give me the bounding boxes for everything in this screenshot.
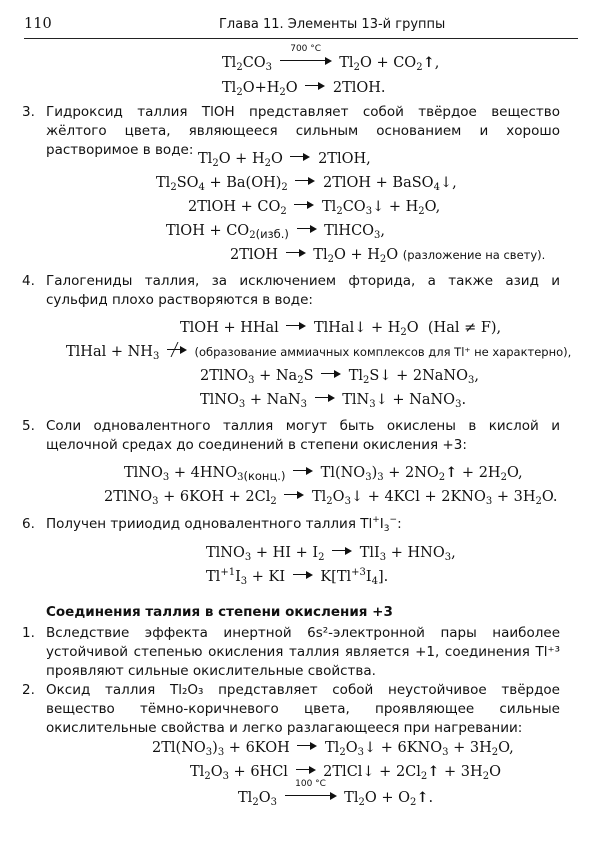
equation: $Tl_2O_3$ 100 °C $Tl_2O$ + $O_2↑$. — [238, 779, 434, 808]
equation: $Tl_2O+H_2O$ 2TlOH. — [222, 80, 386, 98]
list-item: 1. Вследствие эффекта инертной 6s²-электронной пары наиболее устойчивой степенью окисления таллия является +1, соединения Tl⁺³ проявляют сильные окислительные свойства. — [22, 625, 560, 679]
equation: $Tl_2SO_4 + Ba(OH)_2$ 2TlOH + BaSO$_4$↓, — [156, 175, 457, 193]
equation: TlOH + HHal TlHal↓ + $H_2O$ (Hal ≠ F), — [180, 320, 502, 338]
equation: $Tl^{+1}I_3$ + KI $K[Tl^{+3}I_4]$. — [206, 567, 389, 587]
equation: $Tl_2CO_3$ 700 °C $Tl_2O$ + $CO_2↑$, — [222, 44, 440, 73]
note: (образование аммиачных комплексов для Tl⁺ не характерно), — [194, 345, 572, 359]
equation: TlNO$_3$ + HI + $I_2$ $TlI_3 + HNO_3$, — [206, 545, 456, 563]
equation: $2Tl(NO_3)_3 + 6KOH$ $Tl_2O_3↓ + 6KNO_3 + 3H_2O$, — [152, 740, 514, 758]
equation: TlHal + $NH_3$ (образование аммиачных комплексов для Tl⁺ не характерно), — [66, 344, 572, 362]
list-item: 2. Оксид таллия Tl₂O₃ представляет собой неустойчивое твёрдое вещество тёмно-коричневого цвета, проявляющее сильные окислительные свойства и легко разлагающееся при нагревании: — [22, 682, 560, 736]
equation: 2TlOH $Tl_2O + H_2O$ (разложение на свету). — [230, 247, 546, 265]
section-heading: Соединения таллия в степени окисления +3 — [46, 604, 393, 620]
page-header — [24, 16, 578, 39]
equation: 2TlOH + $CO_2$ $Tl_2CO_3↓ + H_2O$, — [188, 199, 441, 217]
list-item: 5. Соли одновалентного таллия могут быть окислены в кислой и щелочной средах до соединений в степени окисления +3: — [22, 418, 560, 453]
list-item: 6. Получен трииодид одновалентного таллия $Tl^+I_3^-$: — [22, 515, 402, 534]
equation: 2TlNO$_3$ + $Na_2S$ $Tl_2S↓$ + 2NaNO$_3$, — [200, 368, 479, 386]
chapter-title: Глава 11. Элементы 13-й группы — [219, 17, 446, 32]
condition-label: 100 °C — [295, 779, 326, 789]
equation: TlNO$_3$ + NaN$_3$ TlN$_3$↓ + NaNO$_3$. — [200, 392, 467, 410]
equation: TlNO$_3$ + $4HNO_{3(конц.)}$ $Tl(NO_3)_3$ + $2NO_2↑ + 2H_2O$, — [124, 464, 523, 483]
note: (разложение на свету). — [402, 248, 546, 262]
condition-label: 700 °C — [290, 44, 322, 54]
equation: $Tl_2O + H_2O$ 2TlOH, — [198, 151, 371, 169]
page-number: 110 — [24, 16, 52, 32]
note: (Hal ≠ F), — [427, 320, 502, 336]
list-item: 4. Галогениды таллия, за исключением фторида, а также азид и сульфид плохо растворяются в воде: — [22, 273, 560, 308]
equation: $Tl_2O_3 + 6HCl$ 2TlCl↓ + $2Cl_2↑ + 3H_2O$ — [190, 763, 501, 782]
equation: 2TlNO$_3$ + $6KOH + 2Cl_2$ $Tl_2O_3↓ + 4KCl + 2KNO_3 + 3H_2O$. — [104, 489, 558, 507]
equation: TlOH + $CO_{2(изб.)}$ TlHCO$_3$, — [166, 223, 386, 241]
list-item: 3. Гидроксид таллия TlOH представляет собой твёрдое вещество жёлтого цвета, являющееся сильным основанием и хорошо растворимое в воде: — [22, 104, 560, 158]
